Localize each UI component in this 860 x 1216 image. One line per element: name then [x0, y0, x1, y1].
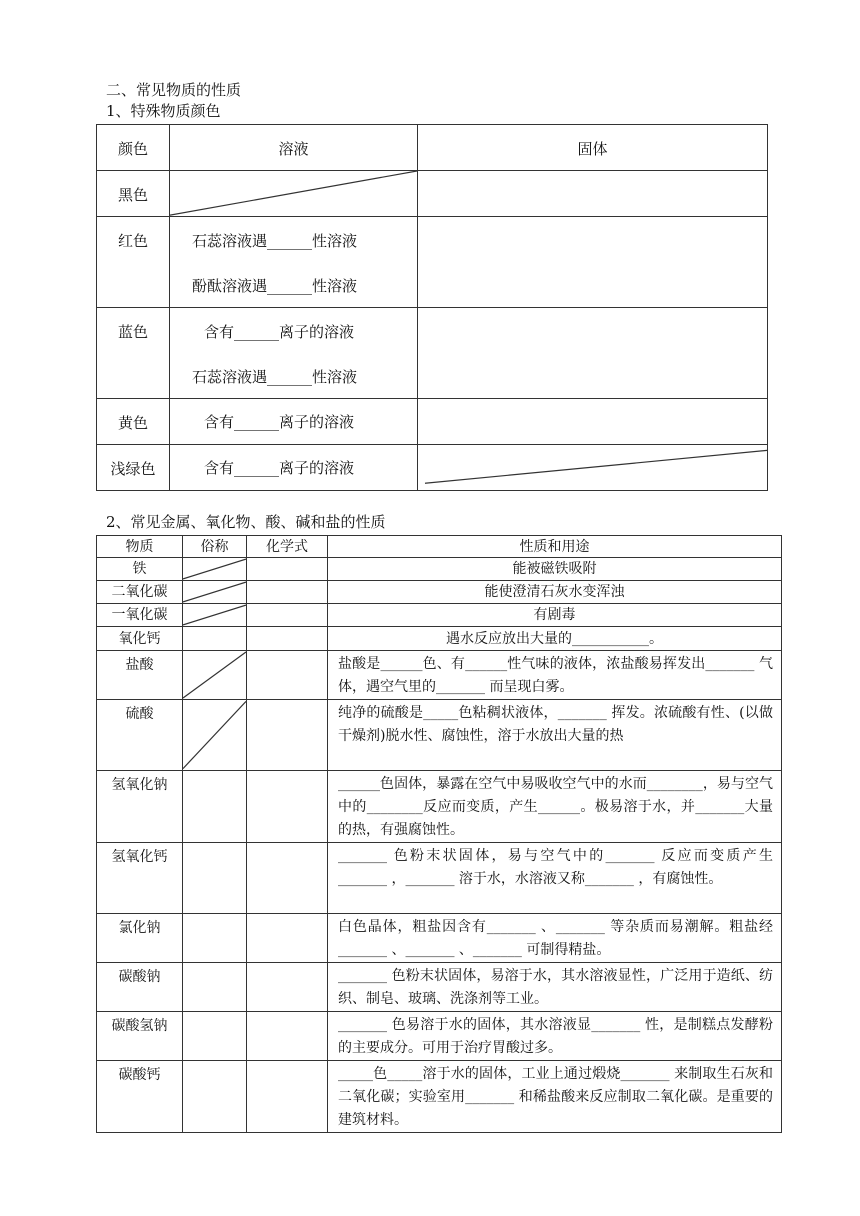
substance-caoh2: 氢氧化钙: [97, 843, 183, 914]
common-name-caoh2: [183, 843, 247, 914]
row-color-lightgreen: 浅绿色: [97, 445, 170, 491]
substance-nacl: 氯化钠: [97, 914, 183, 963]
row-color-yellow: 黄色: [97, 399, 170, 445]
header-substance: 物质: [97, 536, 183, 558]
formula-h2so4: [247, 700, 328, 771]
substance-co2: 二氧化碳: [97, 581, 183, 604]
solid-cell-red: [418, 217, 768, 308]
solution-cell-lightgreen: 含有______离子的溶液: [170, 445, 418, 491]
formula-iron: [247, 558, 328, 581]
common-name-caco3: [183, 1061, 247, 1133]
common-name-na2co3: [183, 963, 247, 1012]
solution-cell-black-crossed: [170, 171, 418, 217]
substance-naoh: 氢氧化钠: [97, 771, 183, 843]
subsection-title-colors: 1、特殊物质颜色: [106, 102, 221, 120]
desc-nahco3: _______ 色易溶于水的固体，其水溶液显_______ 性，是制糕点发酵粉的主要成分。可用于治疗胃酸过多。: [328, 1012, 782, 1061]
formula-hcl: [247, 651, 328, 700]
common-name-co-crossed: [183, 604, 247, 627]
formula-caoh2: [247, 843, 328, 914]
formula-caco3: [247, 1061, 328, 1133]
common-name-co2-crossed: [183, 581, 247, 604]
row-color-blue: 蓝色: [97, 308, 170, 399]
section-title: 二、常见物质的性质: [106, 81, 242, 99]
desc-naoh: ______色固体，暴露在空气中易吸收空气中的水而________，易与空气中的________反应而变质，产生______。极易溶于水，并_______大量的热，有强腐蚀性。: [328, 771, 782, 843]
header-properties: 性质和用途: [328, 536, 782, 558]
solid-cell-lightgreen-crossed: [418, 445, 768, 491]
desc-nacl: 白色晶体，粗盐因含有_______ 、_______ 等杂质而易潮解。粗盐经_______ 、_______ 、_______ 可制得精盐。: [328, 914, 782, 963]
color-table: [96, 124, 768, 491]
substance-cao: 氧化钙: [97, 627, 183, 651]
solid-cell-black: [418, 171, 768, 217]
desc-h2so4: 纯净的硫酸是_____色粘稠状液体，_______ 挥发。浓硫酸有性、(以做干燥剂)脱水性、腐蚀性，溶于水放出大量的热: [328, 700, 782, 771]
desc-cao: 遇水反应放出大量的___________。: [328, 627, 782, 651]
solid-cell-yellow: [418, 399, 768, 445]
header-solution: 溶液: [170, 125, 418, 171]
common-name-hcl-crossed: [183, 651, 247, 700]
header-solid: 固体: [418, 125, 768, 171]
desc-hcl: 盐酸是______色、有______性气味的液体，浓盐酸易挥发出_______ 气体，遇空气里的_______ 而呈现白雾。: [328, 651, 782, 700]
formula-co: [247, 604, 328, 627]
solution-cell-red: 石蕊溶液遇______性溶液 酚酞溶液遇______性溶液: [170, 217, 418, 308]
solution-cell-blue: 含有______离子的溶液 石蕊溶液遇______性溶液: [170, 308, 418, 399]
formula-co2: [247, 581, 328, 604]
header-color: 颜色: [97, 125, 170, 171]
solid-cell-blue: [418, 308, 768, 399]
solution-cell-yellow: 含有______离子的溶液: [170, 399, 418, 445]
header-formula: 化学式: [247, 536, 328, 558]
substance-caco3: 碳酸钙: [97, 1061, 183, 1133]
substance-co: 一氧化碳: [97, 604, 183, 627]
properties-table: [96, 535, 782, 1133]
substance-h2so4: 硫酸: [97, 700, 183, 771]
substance-nahco3: 碳酸氢钠: [97, 1012, 183, 1061]
desc-caoh2: _______ 色粉末状固体，易与空气中的_______ 反应而变质产生_______ ，_______ 溶于水，水溶液又称_______ ，有腐蚀性。: [328, 843, 782, 914]
desc-caco3: _____色_____溶于水的固体，工业上通过煅烧_______ 来制取生石灰和二氧化碳；实验室用_______ 和稀盐酸来反应制取二氧化碳。是重要的建筑材料。: [328, 1061, 782, 1133]
desc-co: 有剧毒: [328, 604, 782, 627]
row-color-red: 红色: [97, 217, 170, 308]
row-color-black: 黑色: [97, 171, 170, 217]
substance-na2co3: 碳酸钠: [97, 963, 183, 1012]
desc-iron: 能被磁铁吸附: [328, 558, 782, 581]
formula-naoh: [247, 771, 328, 843]
common-name-nahco3: [183, 1012, 247, 1061]
common-name-naoh: [183, 771, 247, 843]
formula-nacl: [247, 914, 328, 963]
substance-iron: 铁: [97, 558, 183, 581]
formula-na2co3: [247, 963, 328, 1012]
formula-nahco3: [247, 1012, 328, 1061]
common-name-iron-crossed: [183, 558, 247, 581]
common-name-nacl: [183, 914, 247, 963]
common-name-h2so4-crossed: [183, 700, 247, 771]
common-name-cao: [183, 627, 247, 651]
subsection-title-properties: 2、常见金属、氧化物、酸、碱和盐的性质: [106, 513, 386, 531]
formula-cao: [247, 627, 328, 651]
desc-na2co3: _______ 色粉末状固体，易溶于水，其水溶液显性，广泛用于造纸、纺织、制皂、玻璃、洗涤剂等工业。: [328, 963, 782, 1012]
substance-hcl: 盐酸: [97, 651, 183, 700]
desc-co2: 能使澄清石灰水变浑浊: [328, 581, 782, 604]
header-common-name: 俗称: [183, 536, 247, 558]
